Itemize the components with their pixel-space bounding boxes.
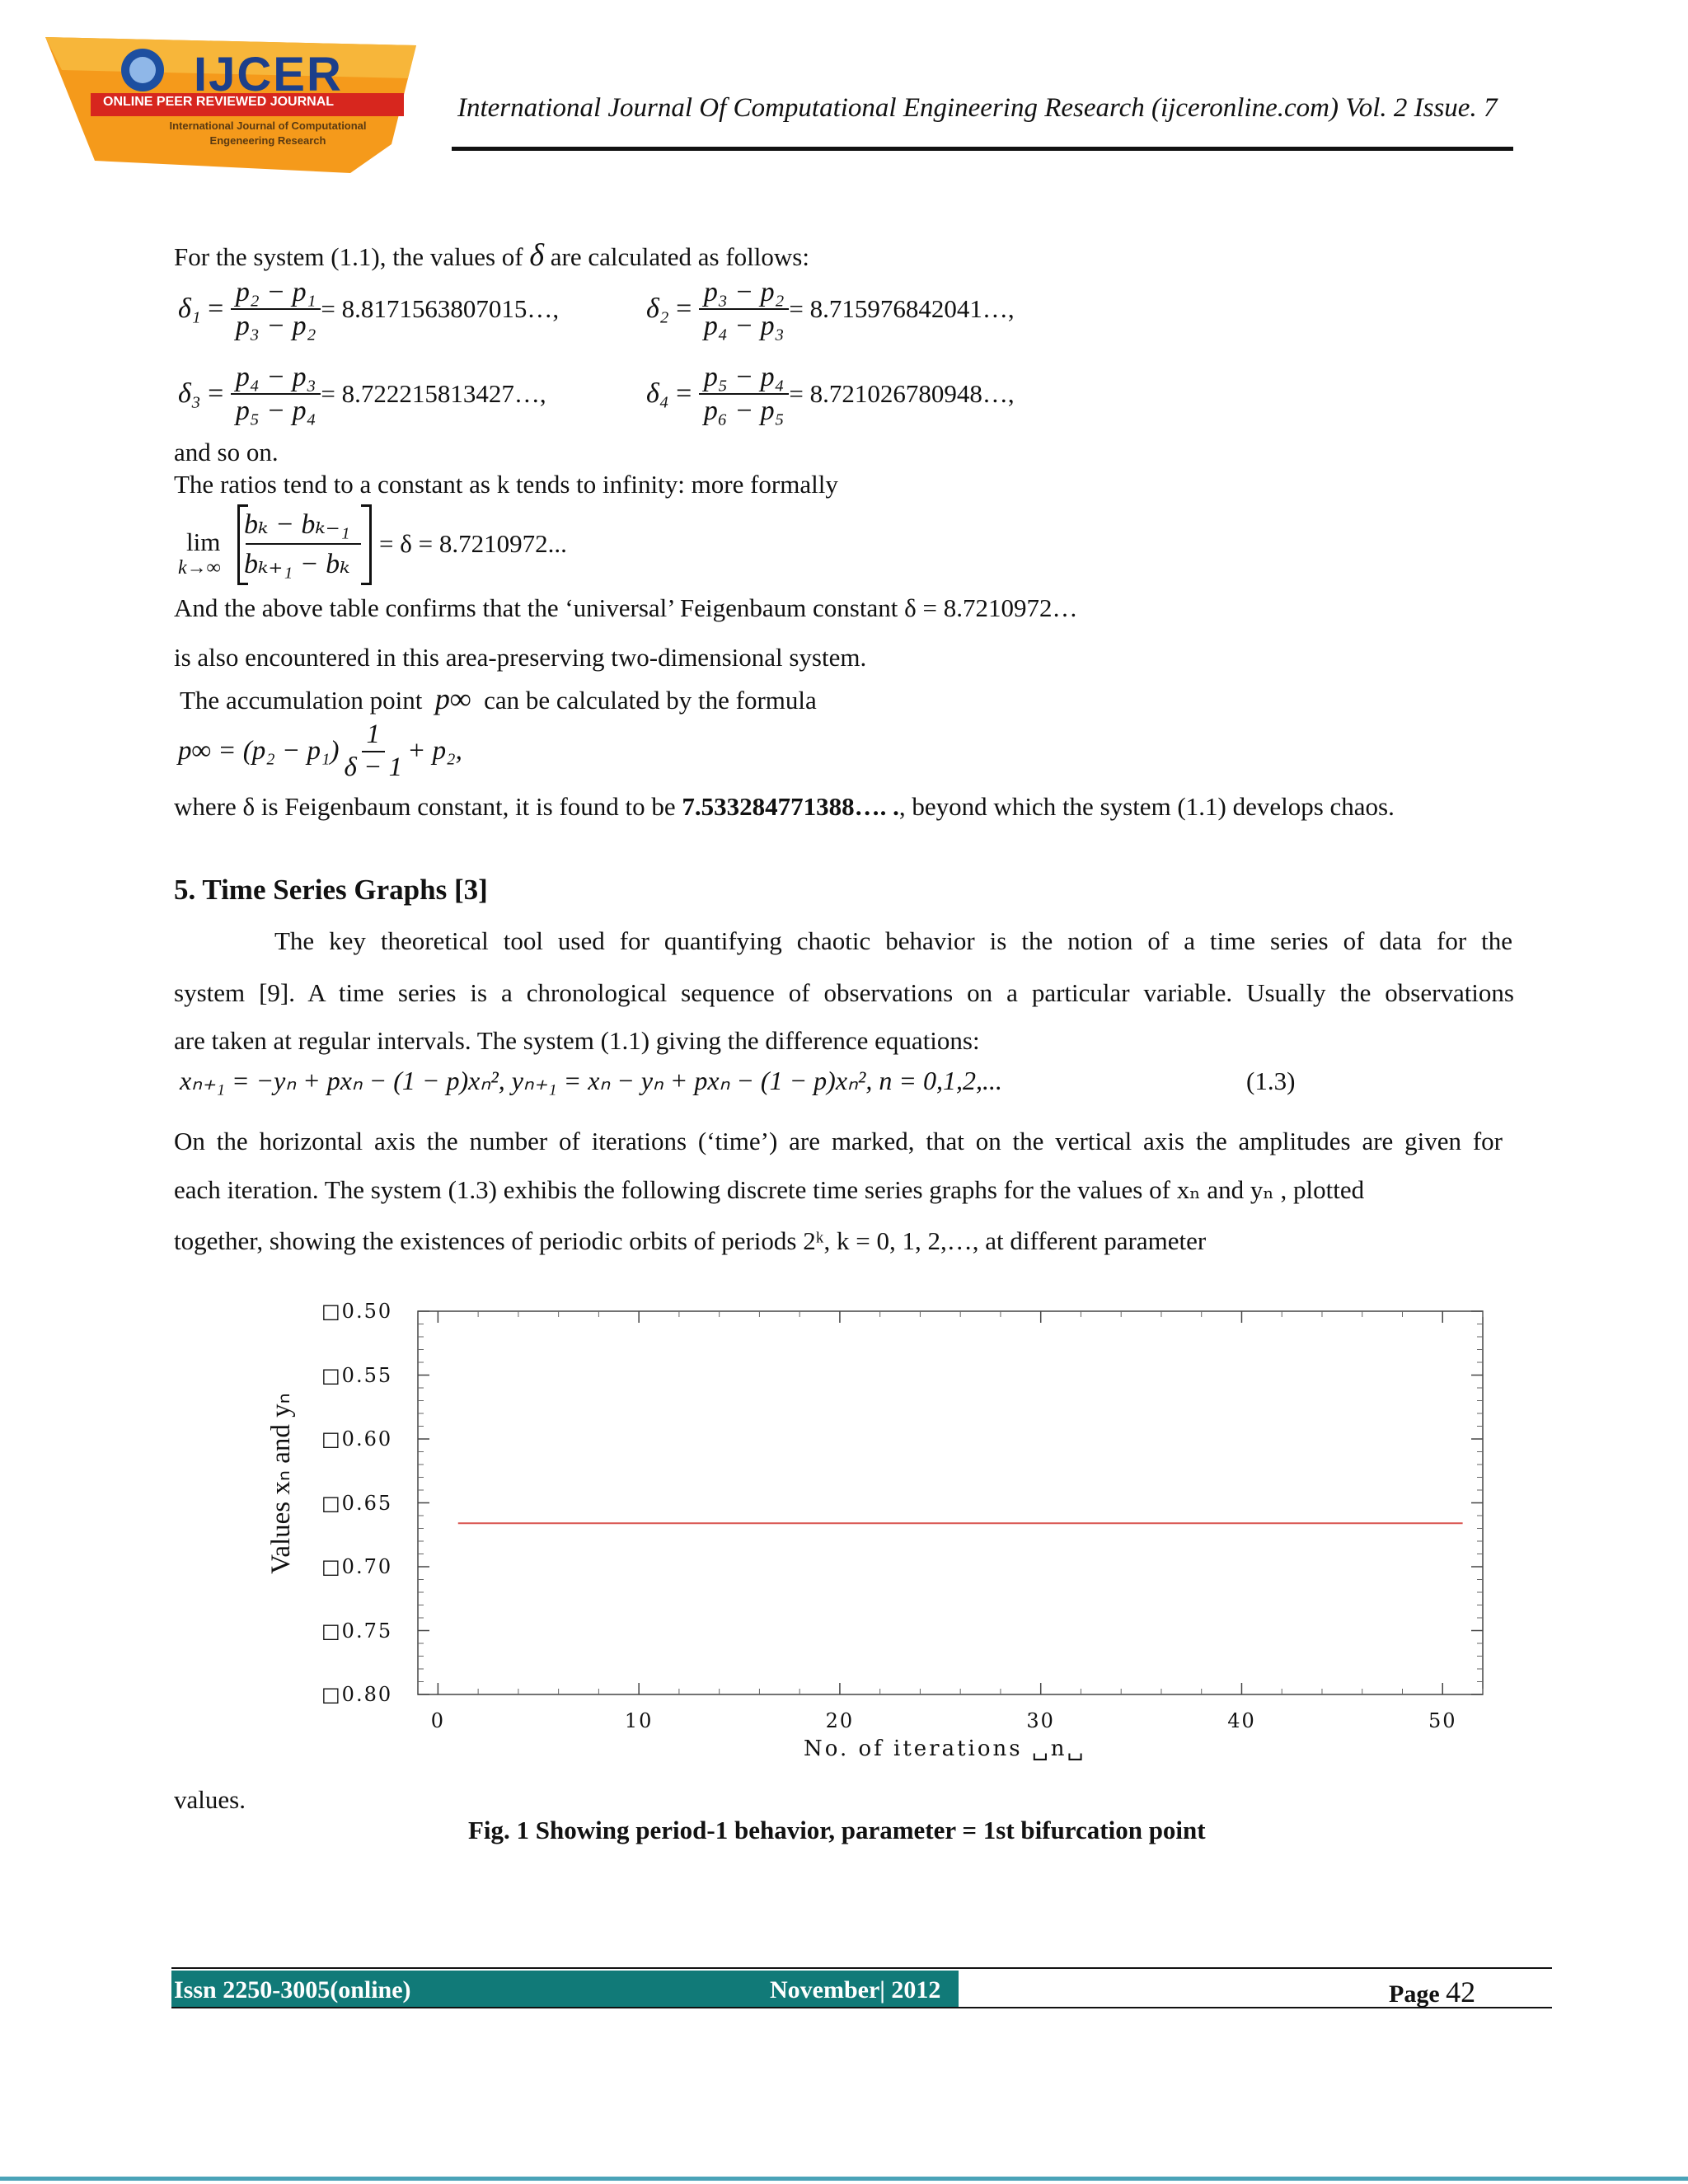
y-tick-marks bbox=[418, 1311, 1483, 1694]
footer-issn: Issn 2250-3005(online) bbox=[174, 1976, 411, 2004]
delta-2-label: δ₂ bbox=[646, 293, 669, 325]
logo-wordmark: IJCER bbox=[194, 48, 343, 101]
x-tick-label-50: 50 bbox=[1428, 1709, 1457, 1732]
limit-lim: lim bbox=[186, 527, 221, 556]
delta-4-equation: δ₄ = $\frac{\text{p₅ − p₄}}{\text{p₆ − p₅}}$ = 8.721026780948…, bbox=[646, 362, 1015, 427]
limit-denominator: bₖ₊₁ − bₖ bbox=[244, 549, 350, 579]
delta-4-numerator: p₅ − p₄ bbox=[699, 361, 790, 395]
delta-3-denominator: p₅ − p₄ bbox=[235, 396, 316, 427]
delta-1-value: = 8.8171563807015…, bbox=[321, 294, 560, 324]
paragraph-1-line-1: The key theoretical tool used for quantifying chaotic behavior is the notion of a time series of data for the bbox=[274, 926, 1512, 955]
delta-1-denominator: p₃ − p₂ bbox=[235, 311, 316, 342]
limit-value: = δ = 8.7210972... bbox=[379, 529, 567, 558]
delta-4-label: δ₄ bbox=[646, 378, 669, 410]
limit-numerator: bₖ − bₖ₋₁ bbox=[244, 509, 350, 540]
and-so-on: and so on. bbox=[174, 438, 279, 466]
paragraph-2-line-1: On the horizontal axis the number of iterations (‘time’) are marked, that on the vertical axis the amplitudes are given for bbox=[174, 1127, 1503, 1155]
footer-bottom-rule bbox=[171, 2007, 1552, 2008]
delta-4-denominator: p₆ − p₅ bbox=[703, 396, 785, 427]
y-tick-label-6: □0.80 bbox=[321, 1683, 393, 1706]
delta-symbol: δ bbox=[529, 238, 545, 273]
equation-number: (1.3) bbox=[1246, 1066, 1296, 1095]
pinf-lhs: p∞ = (p₂ − p₁) bbox=[178, 736, 340, 766]
logo-subtitle-line1: International Journal of Computational bbox=[169, 120, 367, 132]
delta-3-numerator: p₄ − p₃ bbox=[231, 361, 321, 395]
delta-3-label: δ₃ bbox=[178, 378, 201, 410]
logo-subtitle-line2: Engeneering Research bbox=[209, 134, 326, 147]
figure-caption: Fig. 1 Showing period-1 behavior, parameter = 1st bifurcation point bbox=[468, 1816, 1206, 1844]
paragraph-2-line-2: each iteration. The system (1.3) exhibis the following discrete time series graphs for the values of xₙ and yₙ , plotted bbox=[174, 1175, 1365, 1204]
values-word: values. bbox=[174, 1785, 246, 1814]
plot-frame bbox=[418, 1311, 1483, 1694]
delta-2-denominator: p₄ − p₃ bbox=[703, 311, 785, 342]
delta-1-equation: δ₁ = $\frac{\text{p₂ − p₁}}{\text{p₃ − p₂}}$ = 8.8171563807015…, bbox=[178, 277, 560, 342]
difference-equations: xₙ₊₁ = −yₙ + pxₙ − (1 − p)xₙ², yₙ₊₁ = xₙ − yₙ + pxₙ − (1 − p)xₙ², n = 0,1,2,... bbox=[180, 1066, 1002, 1095]
delta-2-equation: δ₂ = $\frac{\text{p₃ − p₂}}{\text{p₄ − p₃}}$ = 8.715976842041…, bbox=[646, 277, 1015, 342]
page-number: 42 bbox=[1446, 1975, 1476, 2008]
intro-lead-end: are calculated as follows: bbox=[550, 242, 809, 271]
paragraph-1-line-2: system [9]. A time series is a chronological sequence of observations on a particular variable. Usually the observations bbox=[174, 978, 1514, 1007]
pinf-numerator: 1 bbox=[362, 719, 386, 752]
delta-3-equation: δ₃ = $\frac{\text{p₄ − p₃}}{\text{p₅ − p₄}}$ = 8.722215813427…, bbox=[178, 362, 546, 427]
limit-subscript: k→∞ bbox=[178, 557, 221, 579]
paragraph-2-line-3: together, showing the existences of periodic orbits of periods 2ᵏ, k = 0, 1, 2,…, at different parameter bbox=[174, 1226, 1207, 1255]
accum-symbol: p∞ bbox=[434, 682, 471, 715]
delta-1-numerator: p₂ − p₁ bbox=[231, 276, 321, 310]
accum-end: can be calculated by the formula bbox=[484, 686, 817, 715]
y-tick-label-4: □0.70 bbox=[321, 1555, 393, 1578]
x-tick-label-30: 30 bbox=[1026, 1709, 1055, 1732]
intro-lead: For the system (1.1), the values of bbox=[174, 242, 523, 271]
section-title: 5. Time Series Graphs [3] bbox=[174, 874, 488, 906]
pinf-rhs: + p₂, bbox=[407, 736, 462, 766]
y-tick-label-2: □0.60 bbox=[321, 1427, 393, 1451]
paragraph-1-line-3: are taken at regular intervals. The system (1.1) giving the difference equations: bbox=[174, 1026, 980, 1055]
x-tick-label-40: 40 bbox=[1227, 1709, 1256, 1732]
x-axis-label: No. of iterations ␣n␣ bbox=[804, 1736, 1086, 1761]
page-label: Page bbox=[1389, 1980, 1440, 2008]
y-axis-label: Values xₙ and yₙ bbox=[266, 1393, 296, 1574]
x-tick-label-20: 20 bbox=[825, 1709, 855, 1732]
footer-page bbox=[1389, 1975, 1475, 2009]
footer-date: November| 2012 bbox=[770, 1976, 941, 2004]
footer-top-rule bbox=[171, 1967, 1552, 1969]
page-bottom-line bbox=[0, 2177, 1688, 2181]
accum-lead: The accumulation point bbox=[180, 686, 423, 715]
logo-tagline: ONLINE PEER REVIEWED JOURNAL bbox=[103, 95, 335, 109]
x-tick-label-0: 0 bbox=[430, 1709, 446, 1732]
y-tick-label-1: □0.55 bbox=[321, 1363, 393, 1387]
y-tick-label-0: □0.50 bbox=[321, 1300, 393, 1323]
delta-3-value: = 8.722215813427…, bbox=[321, 379, 546, 409]
accumulation-value: 7.533284771388…. . bbox=[682, 792, 899, 821]
encountered-sentence: is also encountered in this area-preserving two-dimensional system. bbox=[174, 643, 867, 672]
x-tick-label-10: 10 bbox=[624, 1709, 654, 1732]
journal-title: International Journal Of Computational Engineering Research (ijceronline.com) Vol. 2 Issue. 7 bbox=[457, 93, 1498, 123]
y-tick-label-3: □0.65 bbox=[321, 1491, 393, 1515]
delta-2-value: = 8.715976842041…, bbox=[789, 294, 1015, 324]
confirm-sentence: And the above table confirms that the ‘universal’ Feigenbaum constant δ = 8.7210972… bbox=[174, 593, 1078, 622]
x-tick-marks bbox=[438, 1311, 1483, 1694]
y-tick-label-5: □0.75 bbox=[321, 1619, 393, 1643]
delta-4-value: = 8.721026780948…, bbox=[789, 379, 1015, 409]
pinf-denominator: δ − 1 bbox=[344, 752, 403, 782]
where-lead: where δ is Feigenbaum constant, it is found to be bbox=[174, 792, 676, 821]
where-end: , beyond which the system (1.1) develops chaos. bbox=[898, 792, 1395, 821]
delta-1-label: δ₁ bbox=[178, 293, 201, 325]
ratios-sentence: The ratios tend to a constant as k tends to infinity: more formally bbox=[174, 470, 838, 499]
delta-2-numerator: p₃ − p₂ bbox=[699, 276, 790, 310]
